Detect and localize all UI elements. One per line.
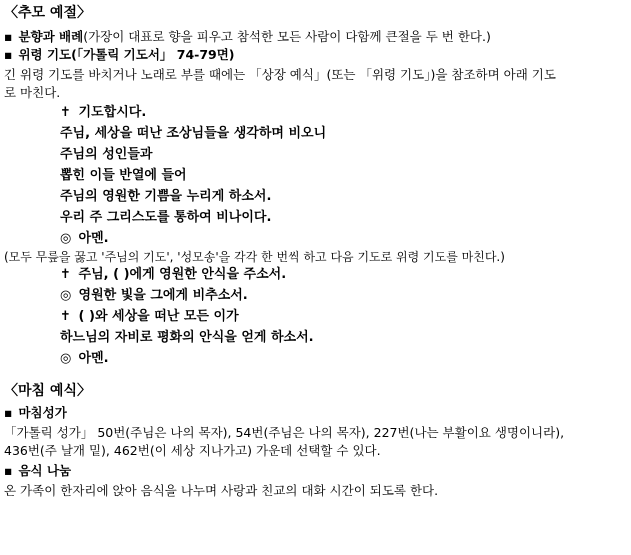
item-incense-title: ▪ 분향과 배례 xyxy=(4,29,83,44)
item-incense-note: (가장이 대표로 향을 피우고 참석한 모든 사람이 다함께 큰절을 두 번 한다.) xyxy=(83,29,491,44)
prayer-line: ◎ 아멘. xyxy=(60,231,109,246)
prayer-line: 뽑힌 이들 반열에 들어 xyxy=(60,168,187,183)
cross-icon: ✝ xyxy=(60,105,71,120)
prayer-line: 주님의 영원한 기쁨을 누리게 하소서. xyxy=(60,189,272,204)
intro-line: 긴 위령 기도를 바치거나 노래로 부를 때에는 「상장 예식」(또는 「위령 기도」)을 참조하며 아래 기도 xyxy=(4,67,556,82)
prayer-line: 우리 주 그리스도를 통하여 비나이다. xyxy=(60,210,272,225)
prayer-line: 주님, 세상을 떠난 조상님들을 생각하며 비오니 xyxy=(60,126,327,141)
cross-icon: ✝ xyxy=(60,267,71,282)
prayer-line: ✝ 주님, ( )에게 영원한 안식을 주소서. xyxy=(60,267,287,282)
response-icon: ◎ xyxy=(60,231,72,246)
prayer-line: ✝ 기도합시다. xyxy=(60,105,147,120)
section-title-closing: 〈마침 예식〉 xyxy=(4,383,91,399)
prayer-line: 주님의 성인들과 xyxy=(60,147,153,162)
cross-icon: ✝ xyxy=(60,309,71,324)
hymn-line: 436번(주 날개 밑), 462번(이 세상 지나가고) 가운데 선택할 수 있다. xyxy=(4,443,381,458)
prayer-line: ✝ ( )와 세상을 떠난 모든 이가 xyxy=(60,309,239,324)
item-incense xyxy=(4,28,491,46)
item-meal-title: ▪ 음식 나눔 xyxy=(4,462,71,480)
intro-line: 로 마친다. xyxy=(4,85,61,100)
item-closing-hymn-title: ▪ 마침성가 xyxy=(4,404,67,422)
prayer-line: ◎ 아멘. xyxy=(60,351,109,366)
prayer-line: ◎ 영원한 빛을 그에게 비추소서. xyxy=(60,288,248,303)
response-icon: ◎ xyxy=(60,288,72,303)
rubric-note: (모두 무릎을 꿇고 '주님의 기도', '성모송'을 각각 한 번씩 하고 다음 기도로 위령 기도를 마친다.) xyxy=(4,250,505,264)
section-title-memorial: 〈추모 예절〉 xyxy=(4,5,91,21)
hymn-line: 「가톨릭 성가」 50번(주님은 나의 목자), 54번(주님은 나의 목자), 227번(나는 부활이요 생명이니라), xyxy=(4,425,565,440)
meal-line: 온 가족이 한자리에 앉아 음식을 나누며 사랑과 친교의 대화 시간이 되도록 한다. xyxy=(4,483,439,498)
response-icon: ◎ xyxy=(60,351,72,366)
item-prayer-title: ▪ 위령 기도(「가톨릭 기도서」 74-79면) xyxy=(4,46,235,64)
prayer-line: 하느님의 자비로 평화의 안식을 얻게 하소서. xyxy=(60,330,314,345)
